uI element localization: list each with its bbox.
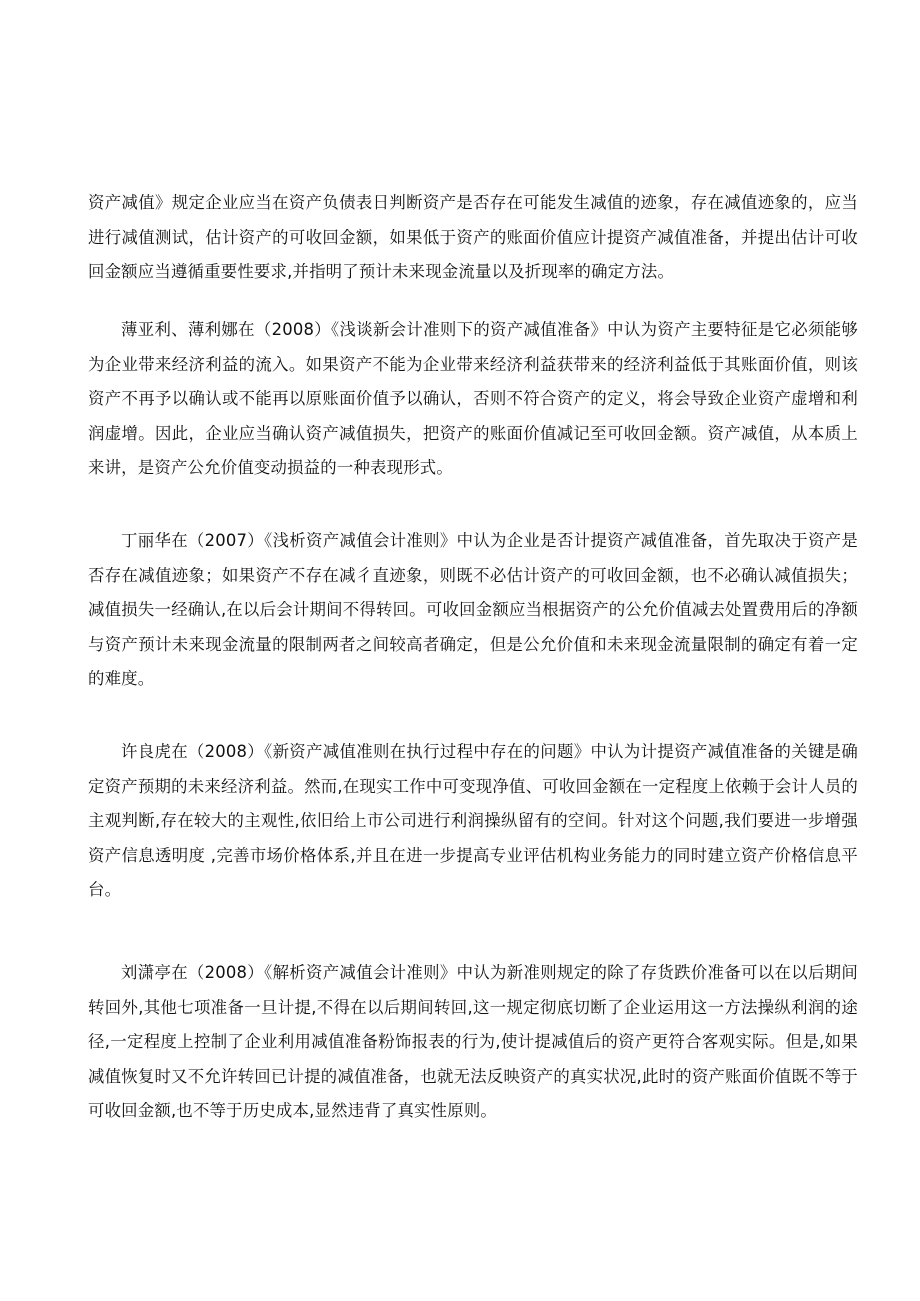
paragraph-liu-xiaoting: 刘潇亭在（2008）《解析资产减值会计准则》中认为新准则规定的除了存货跌价准备可以在以后期间转回外,其他七项准备一旦计提,不得在以后期间转回,这一规定彻底切断了企业运用这一方法操纵利润的途径,一定程度上控制了企业利用减值准备粉饰报表的行为,使计提减值后的资产更符合客观实际。但是,如果减值恢复时又不允许转回已计提的减值准备，也就无法反映资产的真实状况,此时的资产账面价值既不等于可收回金额,也不等于历史成本,显然违背了真实性原则。	[88, 963, 858, 1120]
paragraph-continuation: 资产减值》规定企业应当在资产负债表日判断资产是否存在可能发生减值的迹象，存在减值迹象的，应当进行减值测试，估计资产的可收回金额，如果低于资产的账面价值应计提资产减值准备，并提出估计可收回金额应当遵循重要性要求,并指明了预计未来现金流量以及折现率的确定方法。	[88, 193, 858, 281]
paragraph-ding-lihua: 丁丽华在（2007）《浅析资产减值会计准则》中认为企业是否计提资产减值准备，首先取决于资产是否存在减值迹象；如果资产不存在减彳直迹象，则既不必估计资产的可收回金额，也不必确认减值损失；减值损失一经确认,在以后会计期间不得转回。可收回金额应当根据资产的公允价值减去处置费用后的净额与资产预计未来现金流量的限制两者之间较高者确定，但是公允价值和未来现金流量限制的确定有着一定的难度。	[88, 531, 858, 688]
paragraph-xu-lianghu: 许良虎在（2008）《新资产减值准则在执行过程中存在的问题》中认为计提资产减值准备的关键是确定资产预期的未来经济利益。然而,在现实工作中可变现净值、可收回金额在一定程度上依赖于会计人员的主观判断,存在较大的主观性,依旧给上市公司进行利润操纵留有的空间。针对这个问题,我们要进一步增强资产信息透明度 ,完善市场价格体系,并且在进一步提高专业评估机构业务能力的同时建立资产价格信息平台。	[88, 742, 858, 899]
paragraph-bo-yali: 薄亚利、薄利娜在（2008）《浅谈新会计准则下的资产减值准备》中认为资产主要特征是它必须能够为企业带来经济利益的流入。如果资产不能为企业带来经济利益获带来的经济利益低于其账面价值，则该资产不再予以确认或不能再以原账面价值予以确认，否则不符合资产的定义，将会导致企业资产虚增和利润虚增。因此，企业应当确认资产减值损失，把资产的账面价值减记至可收回金额。资产减值，从本质上来讲，是资产公允价值变动损益的一种表现形式。	[88, 320, 858, 477]
